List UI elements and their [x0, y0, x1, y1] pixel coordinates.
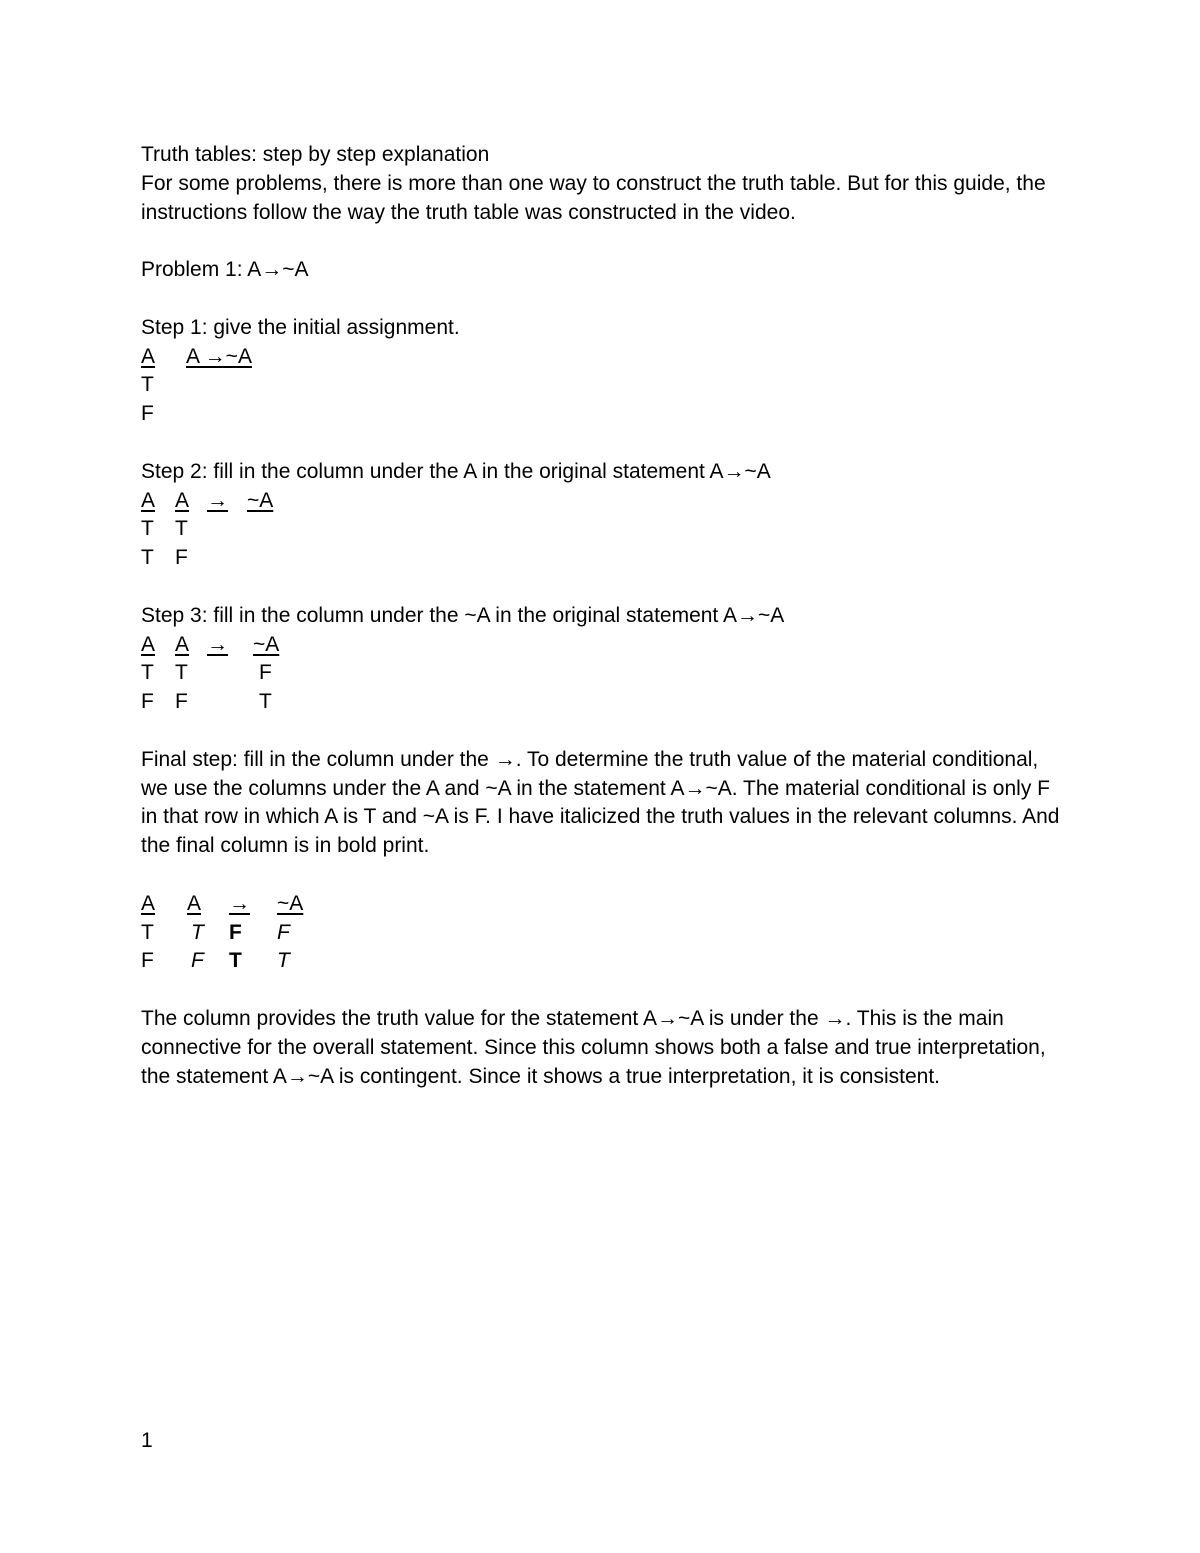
step2-table-row: [141, 515, 1061, 544]
final-table-row: [141, 947, 1061, 976]
step2-heading: Step 2: fill in the column under the A in the original statement A→~A: [141, 459, 771, 483]
table-cell: T: [277, 949, 290, 973]
step1-table-row: [141, 400, 1061, 429]
header-cell: →: [207, 488, 228, 512]
table-cell: T: [141, 517, 154, 541]
table-cell: T: [229, 949, 242, 973]
header-cell: A: [175, 488, 190, 512]
header-cell: A: [187, 891, 202, 915]
spacer: [141, 717, 1061, 746]
final-table-row: [141, 919, 1061, 948]
table-cell: F: [259, 661, 272, 685]
header-cell: ~A: [277, 891, 304, 915]
header-cell: A: [141, 632, 156, 656]
final-step-paragraph: Final step: fill in the column under the →. To determine the truth value of the material conditional, we use the columns under the A and ~A in the statement A→~A. The material conditional is only F in that row in which A is T and ~A is F. I have italicized the truth values in the relevant columns. And the final column is in bold print.: [141, 747, 1060, 858]
step1-heading: Step 1: give the initial assignment.: [141, 315, 460, 339]
document-page: [141, 141, 1061, 1091]
table-cell: T: [259, 690, 272, 714]
table-cell: T: [175, 517, 188, 541]
header-cell: ~A: [247, 488, 274, 512]
header-cell: →: [207, 632, 228, 656]
step3-heading: Step 3: fill in the column under the ~A in the original statement A→~A: [141, 603, 785, 627]
table-cell: T: [191, 920, 204, 944]
header-cell: A: [141, 344, 156, 368]
table-cell: F: [175, 690, 188, 714]
step3-table-header: [141, 631, 1061, 660]
table-cell: F: [277, 920, 290, 944]
spacer: [141, 573, 1061, 602]
step3-table-row: [141, 659, 1061, 688]
problem-heading: Problem 1: A→~A: [141, 258, 309, 282]
header-cell: A: [141, 488, 156, 512]
table-cell: F: [175, 546, 188, 570]
header-cell: A →~A: [186, 344, 252, 368]
header-cell: A: [141, 891, 156, 915]
spacer: [141, 227, 1061, 256]
step3-table-row: [141, 688, 1061, 717]
table-cell: T: [141, 546, 154, 570]
header-cell: ~A: [253, 632, 280, 656]
step2-table-header: [141, 487, 1061, 516]
spacer: [141, 861, 1061, 890]
spacer: [141, 429, 1061, 458]
table-cell: F: [141, 402, 154, 426]
table-cell: T: [175, 661, 188, 685]
step1-table-row: [141, 371, 1061, 400]
step1-table-header: [141, 343, 1061, 372]
intro-paragraph: For some problems, there is more than one way to construct the truth table. But for this guide, the instructions follow the way the truth table was constructed in the video.: [141, 171, 1046, 224]
document-title: Truth tables: step by step explanation: [141, 143, 490, 166]
spacer: [141, 976, 1061, 1005]
table-cell: T: [141, 661, 154, 685]
conclusion-paragraph: The column provides the truth value for the statement A→~A is under the →. This is the main connective for the overall statement. Since this column shows both a false and true interpretation, the statement A→~A is contingent. Since it shows a true interpretation, it is consistent.: [141, 1006, 1046, 1088]
spacer: [141, 285, 1061, 314]
table-cell: T: [141, 373, 154, 397]
step2-table-row: [141, 544, 1061, 573]
page-number: 1: [141, 1429, 153, 1452]
table-cell: F: [141, 690, 154, 714]
final-table-header: [141, 890, 1061, 919]
header-cell: A: [175, 632, 190, 656]
table-cell: F: [229, 920, 242, 944]
header-cell: →: [229, 891, 250, 915]
table-cell: T: [141, 920, 154, 944]
table-cell: F: [191, 949, 204, 973]
table-cell: F: [141, 949, 154, 973]
